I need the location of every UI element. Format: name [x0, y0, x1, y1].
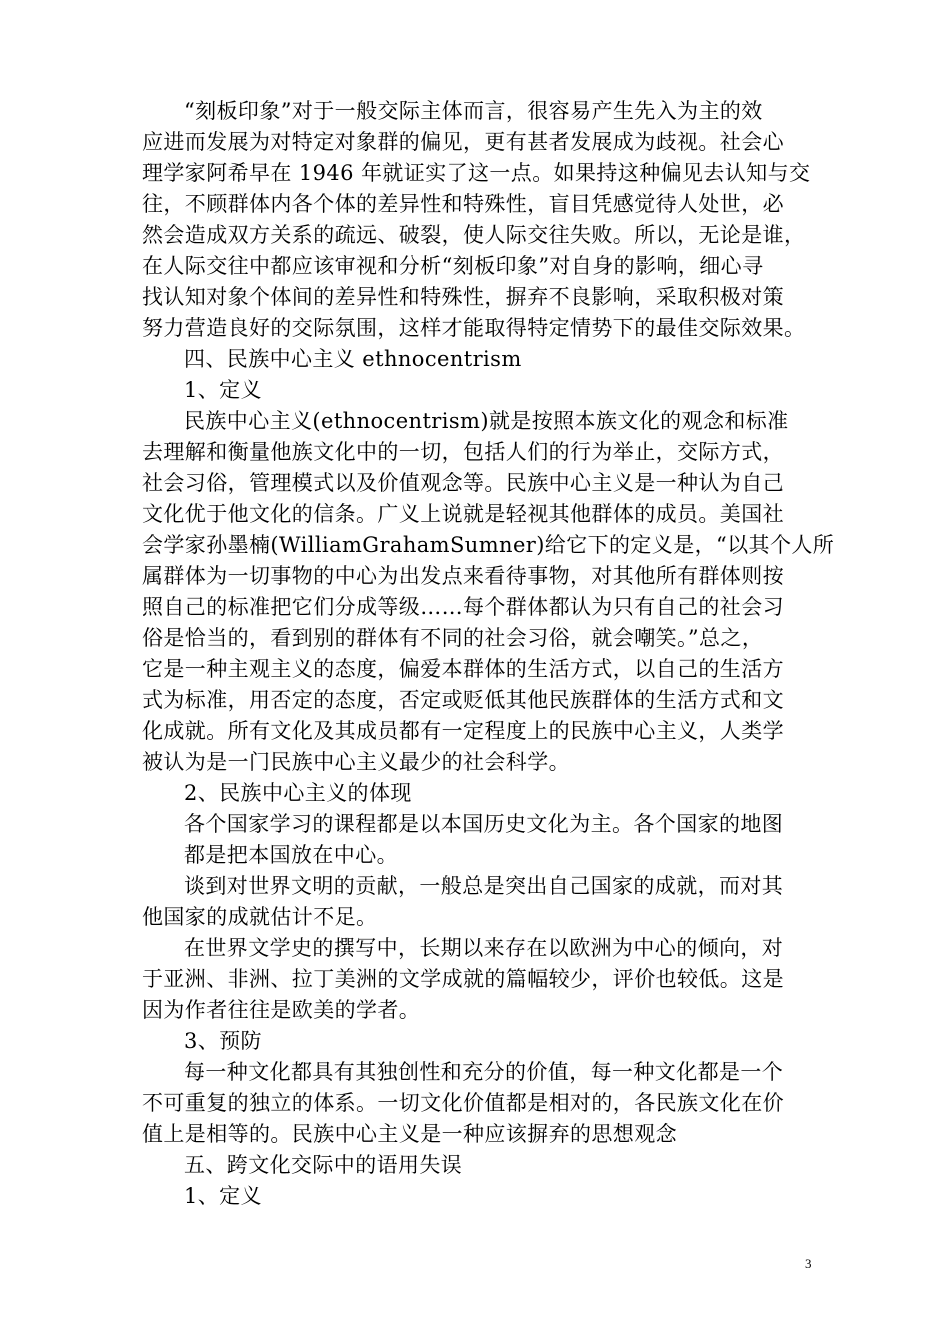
text-line: 四、民族中心主义 ethnocentrism: [184, 347, 522, 371]
document-body: [142, 96, 835, 1212]
text-line: 不可重复的独立的体系。一切文化价值都是相对的，各民族文化在价: [142, 1091, 784, 1115]
text-line: 因为作者往往是欧美的学者。: [142, 998, 421, 1022]
text-line: 式为标准，用否定的态度，否定或贬低其他民族群体的生活方式和文: [142, 688, 784, 712]
text-line: 他国家的成就估计不足。: [142, 905, 378, 929]
text-line: 2、民族中心主义的体现: [184, 781, 412, 805]
text-line: 找认知对象个体间的差异性和特殊性，摒弃不良影响，采取积极对策: [142, 285, 784, 309]
text-line: 应进而发展为对特定对象群的偏见，更有甚者发展成为歧视。社会心: [142, 130, 784, 154]
text-line: 然会造成双方关系的疏远、破裂，使人际交往失败。所以，无论是谁，: [142, 223, 806, 247]
text-line: 理学家阿希早在 1946 年就证实了这一点。如果持这种偏见去认知与交: [142, 161, 811, 185]
text-line: 往，不顾群体内各个体的差异性和特殊性，盲目凭感觉待人处世，必: [142, 192, 784, 216]
page-number: 3: [805, 1256, 812, 1271]
text-line: 在人际交往中都应该审视和分析“刻板印象”对自身的影响，细心寻: [142, 254, 764, 278]
text-line: 文化优于他文化的信条。广义上说就是轻视其他群体的成员。美国社: [142, 502, 784, 526]
text-line: 社会习俗，管理模式以及价值观念等。民族中心主义是一种认为自己: [142, 471, 784, 495]
text-line: 民族中心主义(ethnocentrism)就是按照本族文化的观念和标准: [184, 409, 789, 433]
text-line: 值上是相等的。民族中心主义是一种应该摒弃的思想观念: [142, 1122, 677, 1146]
text-line: 在世界文学史的撰写中，长期以来存在以欧洲为中心的倾向，对: [184, 936, 784, 960]
text-line: 属群体为一切事物的中心为出发点来看待事物，对其他所有群体则按: [142, 564, 784, 588]
text-line: 3、预防: [184, 1029, 262, 1053]
text-line: “刻板印象”对于一般交际主体而言，很容易产生先入为主的效: [184, 99, 763, 123]
text-line: 俗是恰当的，看到别的群体有不同的社会习俗，就会嘲笑。”总之，: [142, 626, 764, 650]
text-line: 各个国家学习的课程都是以本国历史文化为主。各个国家的地图: [184, 812, 784, 836]
text-line: 去理解和衡量他族文化中的一切，包括人们的行为举止，交际方式，: [142, 440, 784, 464]
text-line: 每一种文化都具有其独创性和充分的价值，每一种文化都是一个: [184, 1060, 784, 1084]
text-line: 努力营造良好的交际氛围，这样才能取得特定情势下的最佳交际效果。: [142, 316, 806, 340]
text-line: 它是一种主观主义的态度，偏爱本群体的生活方式，以自己的生活方: [142, 657, 784, 681]
text-line: 会学家孙墨楠(WilliamGrahamSumner)给它下的定义是，“以其个人所: [142, 533, 835, 557]
text-line: 照自己的标准把它们分成等级……每个群体都认为只有自己的社会习: [142, 595, 784, 619]
text-line: 都是把本国放在中心。: [184, 843, 398, 867]
text-line: 被认为是一门民族中心主义最少的社会科学。: [142, 750, 570, 774]
text-line: 于亚洲、非洲、拉丁美洲的文学成就的篇幅较少，评价也较低。这是: [142, 967, 784, 991]
text-line: 谈到对世界文明的贡献，一般总是突出自己国家的成就，而对其: [184, 874, 784, 898]
text-line: 五、跨文化交际中的语用失误: [184, 1153, 463, 1177]
text-line: 1、定义: [184, 1184, 262, 1208]
text-line: 化成就。所有文化及其成员都有一定程度上的民族中心主义，人类学: [142, 719, 784, 743]
text-line: 1、定义: [184, 378, 262, 402]
